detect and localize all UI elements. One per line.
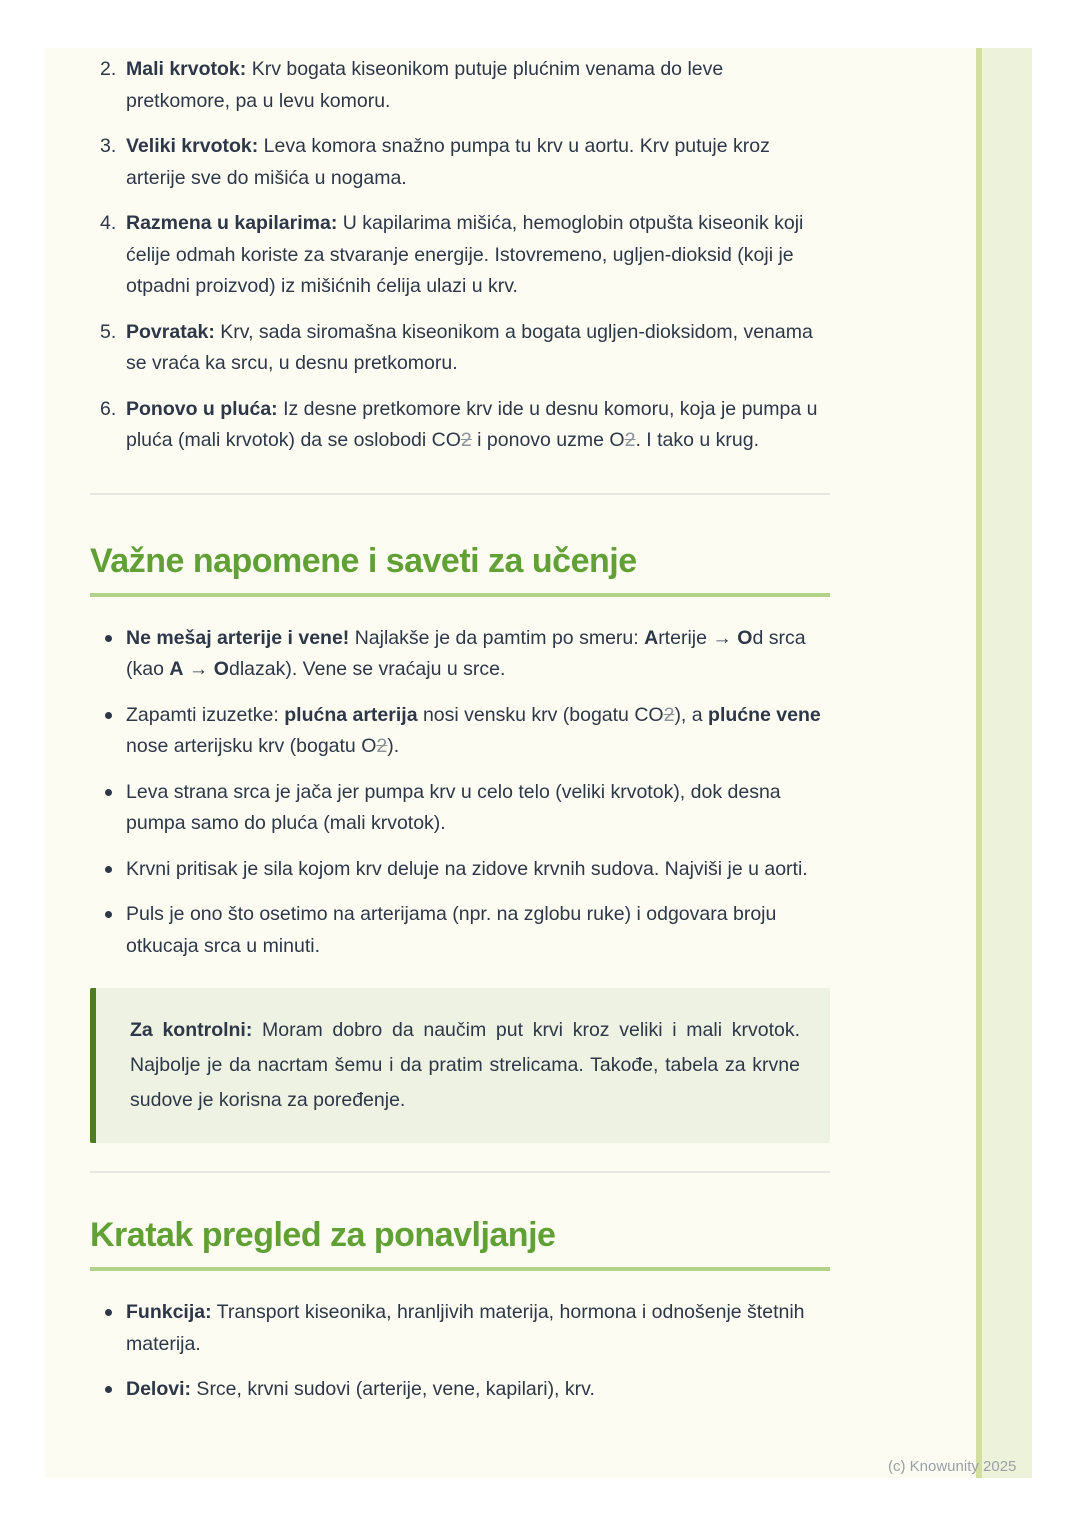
step-text: Ponovo u pluća: Iz desne pretkomore krv ide u desnu komoru, koja je pumpa u pluća (mali krvotok) da se oslobodi CO2 i ponovo uzme O2. I tako u krug. <box>126 397 818 451</box>
bullet-text: Zapamti izuzetke: plućna arterija nosi vensku krv (bogatu CO2), a plućne vene nose arterijsku krv (bogatu O2). <box>126 703 821 757</box>
step-item <box>90 54 830 117</box>
bullet-dot-icon <box>105 1309 112 1316</box>
bullet-text: Puls je ono što osetimo na arterijama (npr. na zglobu ruke) i odgovara broju otkucaja srca u minuti. <box>126 903 777 957</box>
page-edge-stripe <box>976 48 1032 1478</box>
title-underline <box>90 593 830 597</box>
bullet-item <box>90 700 830 763</box>
bullet-item <box>90 777 830 840</box>
step-text: Povratak: Krv, sada siromašna kiseonikom a bogata ugljen-dioksidom, venama se vraća ka srcu, u desnu pretkomoru. <box>126 320 813 374</box>
bullet-dot-icon <box>105 789 112 796</box>
bullet-dot-icon <box>105 635 112 642</box>
title-underline <box>90 1267 830 1271</box>
step-item <box>90 131 830 194</box>
bullet-item <box>90 854 830 886</box>
step-item <box>90 208 830 303</box>
bullet-text: Delovi: Srce, krvni sudovi (arterije, vene, kapilari), krv. <box>126 1378 595 1400</box>
section-divider <box>90 1171 830 1173</box>
bullet-dot-icon <box>105 911 112 918</box>
step-text: Razmena u kapilarima: U kapilarima mišića, hemoglobin otpušta kiseonik koji ćelije odmah koriste za stvaranje energije. Istovremeno, ugljen-dioksid (koji je otpadni proizvod) iz mišićnih ćelija ulazi u krv. <box>126 212 804 297</box>
step-number: 3. <box>100 135 117 157</box>
notes-page-card <box>45 48 976 1478</box>
bullet-item <box>90 1297 830 1360</box>
bullet-item <box>90 1374 830 1406</box>
section-divider <box>90 493 830 495</box>
watermark: (c) Knowunity 2025 <box>888 1458 1017 1475</box>
step-item <box>90 317 830 380</box>
circulation-steps-list <box>90 54 830 457</box>
bullet-item <box>90 623 830 686</box>
page-content <box>90 54 830 1420</box>
step-number: 6. <box>100 397 117 420</box>
bullet-dot-icon <box>105 712 112 719</box>
notes-bullet-list <box>90 623 830 963</box>
step-text: Mali krvotok: Krv bogata kiseonikom putuje plućnim venama do leve pretkomore, pa u levu komoru. <box>126 58 724 112</box>
step-item <box>90 394 830 457</box>
bullet-dot-icon <box>105 866 112 873</box>
step-text: Veliki krvotok: Leva komora snažno pumpa tu krv u aortu. Krv putuje kroz arterije sve do mišića u nogama. <box>126 135 770 189</box>
bullet-text: Krvni pritisak je sila kojom krv deluje na zidove krvnih sudova. Najviši je u aorti. <box>126 857 808 880</box>
bullet-text: Ne mešaj arterije i vene! Najlakše je da pamtim po smeru: Arterije → Od srca (kao A → Odlazak). Vene se vraćaju u srce. <box>126 626 806 680</box>
review-section-title: Kratak pregled za ponavljanje <box>90 1216 556 1254</box>
step-number: 2. <box>100 58 117 80</box>
step-number: 4. <box>100 212 117 234</box>
step-number: 5. <box>100 320 117 343</box>
bullet-item <box>90 899 830 962</box>
bullet-dot-icon <box>105 1386 112 1393</box>
bullet-text: Leva strana srca je jača jer pumpa krv u celo telo (veliki krvotok), dok desna pumpa samo do pluća (mali krvotok). <box>126 780 781 834</box>
bullet-text: Funkcija: Transport kiseonika, hranljivih materija, hormona i odnošenje štetnih materija. <box>126 1301 805 1355</box>
review-bullet-list <box>90 1297 830 1406</box>
notes-section-title: Važne napomene i saveti za učenje <box>90 541 637 580</box>
callout-text: Za kontrolni: Moram dobro da naučim put krvi kroz veliki i mali krvotok. Najbolje je da nacrtam šemu i da pratim strelicama. Takođe, tabela za krvne sudove je korisna za poređenje. <box>130 1019 800 1111</box>
callout-box <box>90 988 830 1143</box>
